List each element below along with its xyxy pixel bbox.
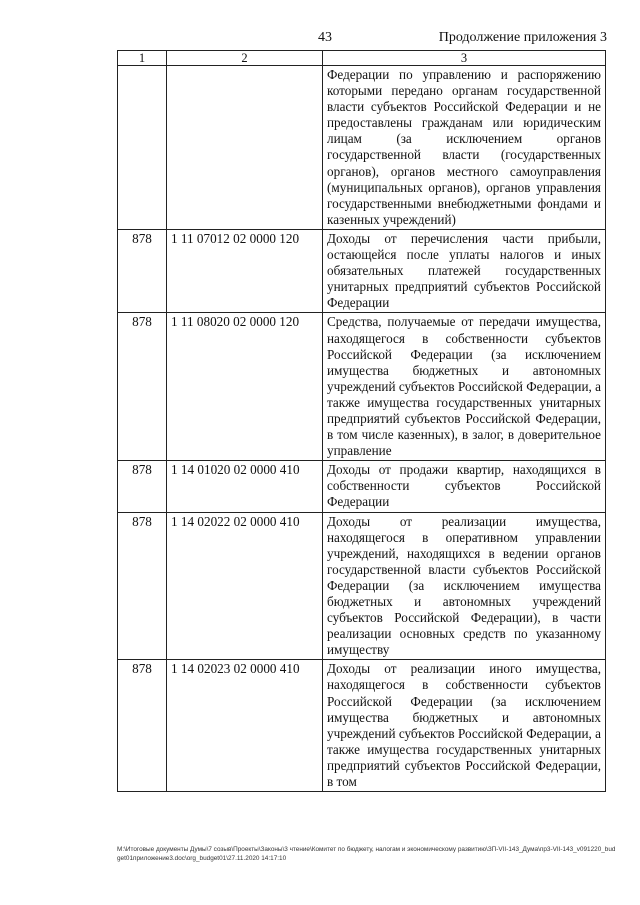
column-header-3: 3 <box>323 51 606 66</box>
description-cell: Доходы от продажи квартир, находящихся в собственности субъектов Российской Федерации <box>323 461 606 512</box>
budget-code-cell: 1 14 02022 02 0000 410 <box>167 512 323 660</box>
description-cell: Доходы от реализации иного имущества, находящегося в собственности субъектов Российской Федерации (за исключением имущества бюджетных и автономных учреждений субъектов Российской Федерации, а также имущества государственных унитарных предприятий субъектов Российской Федерации, в том <box>323 660 606 792</box>
description-cell: Доходы от перечисления части прибыли, остающейся после уплаты налогов и иных обязательных платежей государственных унитарных предприятий субъектов Российской Федерации <box>323 229 606 312</box>
table-row <box>118 66 606 230</box>
table-row <box>118 229 606 312</box>
admin-code-cell: 878 <box>118 461 167 512</box>
income-codes-table <box>117 50 606 792</box>
table-row <box>118 512 606 660</box>
admin-code-cell: 878 <box>118 229 167 312</box>
admin-code-cell <box>118 66 167 230</box>
admin-code-cell: 878 <box>118 512 167 660</box>
description-cell: Федерации по управлению и распоряжению которыми передано органам государственной власти субъектов Российской Федерации и не предоставлены гражданам или юридическим лицам (за исключением органов государственной власти (государственных органов), органов местного самоуправления (муниципальных органов), органов управления государственными внебюджетными фондами и казенных учреждений) <box>323 66 606 230</box>
table-header-row <box>118 51 606 66</box>
continuation-label: Продолжение приложения 3 <box>438 30 607 45</box>
budget-code-cell: 1 14 01020 02 0000 410 <box>167 461 323 512</box>
budget-code-cell <box>167 66 323 230</box>
page-number: 43 <box>318 30 332 45</box>
page-header <box>0 30 640 48</box>
column-header-1: 1 <box>118 51 167 66</box>
description-cell: Доходы от реализации имущества, находящегося в оперативном управлении учреждений, находящихся в ведении органов государственной власти субъектов Российской Федерации (за исключением имущества бюджетных и автономных учреждений субъектов Российской Федерации), в части реализации основных средств по указанному имуществу <box>323 512 606 660</box>
description-cell: Средства, получаемые от передачи имущества, находящегося в собственности субъектов Российской Федерации (за исключением имущества бюджетных и автономных учреждений субъектов Российской Федерации, а также имущества государственных унитарных предприятий субъектов Российской Федерации, в том числе казенных), в залог, в доверительное управление <box>323 313 606 461</box>
budget-code-cell: 1 11 07012 02 0000 120 <box>167 229 323 312</box>
table-row <box>118 461 606 512</box>
file-path-footer: М:\Итоговые документы Думы\7 созыв\Проекты\Законы\3 чтение\Комитет по бюджету, налогам и экономическому развитию\ЗП-VII-143_Дума\пр3-VII-143_v091220_budget01приложение3.doc\org_budget01\27.11.2020 14:17:10 <box>117 846 616 862</box>
budget-code-cell: 1 11 08020 02 0000 120 <box>167 313 323 461</box>
column-header-2: 2 <box>167 51 323 66</box>
budget-code-cell: 1 14 02023 02 0000 410 <box>167 660 323 792</box>
table-row <box>118 660 606 792</box>
admin-code-cell: 878 <box>118 660 167 792</box>
table-row <box>118 313 606 461</box>
admin-code-cell: 878 <box>118 313 167 461</box>
